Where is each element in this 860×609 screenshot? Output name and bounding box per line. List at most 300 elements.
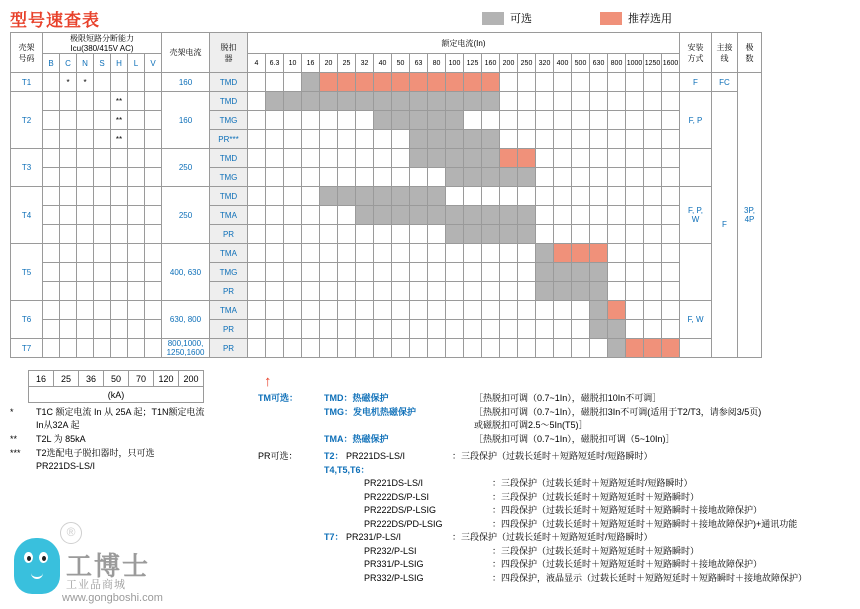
current-cell [446,73,464,92]
current-cell [500,320,518,339]
current-cell [644,263,662,282]
poles-cell [738,73,762,358]
pr-option-row [258,464,807,478]
table-row [11,111,762,130]
frame-current-cell [162,339,210,358]
trip-unit-cell: TMD [210,92,248,111]
current-cell [320,130,338,149]
current-cell [500,111,518,130]
current-cell [536,149,554,168]
current-cell [662,244,680,263]
current-cell [644,130,662,149]
current-cell [410,320,428,339]
pr-option-row [258,450,807,464]
current-cell [482,73,500,92]
current-cell [374,111,392,130]
current-cell [446,339,464,358]
current-cell [284,92,302,111]
current-cell [482,244,500,263]
current-cell [338,244,356,263]
current-cell [374,187,392,206]
frame-current-cell [162,301,210,339]
breaking-cell [111,263,128,282]
pr-option-row [258,477,807,491]
install-type-cell [680,339,712,358]
current-cell [428,225,446,244]
breaking-cell [43,73,60,92]
tm-desc: ［热脱扣可调（0.7~1In），磁脱扣3In不可调(适用于T2/T3，请参阅3/5页) [474,406,762,417]
current-cell [626,187,644,206]
current-cell [464,339,482,358]
pr-model-name: PR232/P-LSI [364,545,417,556]
current-cell [356,282,374,301]
breaking-cell [77,320,94,339]
table-row [11,263,762,282]
current-cell [320,168,338,187]
current-cell [392,225,410,244]
breaking-cell: ** [111,130,128,149]
current-cell [608,206,626,225]
current-cell [572,111,590,130]
pr-desc: ：四段保护（过载长延时＋短路短延时＋短路瞬时＋接地故障保护） [492,505,763,515]
current-cell [320,73,338,92]
current-cell [572,244,590,263]
breaking-cell [94,320,111,339]
trip-unit-cell: TMD [210,73,248,92]
current-cell [374,92,392,111]
current-cell [338,130,356,149]
registered-icon: ® [60,522,82,544]
trip-unit-cell: PR [210,320,248,339]
current-cell [662,168,680,187]
current-cell [500,244,518,263]
current-cell [410,149,428,168]
current-cell [320,301,338,320]
current-cell [410,263,428,282]
footnote-text [36,406,205,432]
tm-item-name: TMD：热磁保护 [324,393,389,403]
breaking-cell [43,111,60,130]
current-cell [248,301,266,320]
header-in-40: 40 [374,54,392,73]
footnote-text [36,447,205,473]
breaking-cell [60,187,77,206]
frame-current-cell [162,187,210,244]
current-cell [554,92,572,111]
pr-desc [452,464,807,478]
breaking-cell [128,263,145,282]
current-cell [482,111,500,130]
current-cell [248,187,266,206]
current-cell [608,168,626,187]
tm-item [258,433,761,447]
breaking-cell [43,130,60,149]
tm-code: TMD [324,393,344,403]
current-cell [356,168,374,187]
breaking-cell [145,130,162,149]
current-cell [608,111,626,130]
current-cell [554,149,572,168]
current-cell [320,244,338,263]
install-type-line: F, P [688,115,703,125]
current-cell [590,92,608,111]
header-rated-current: 额定电流(In) [248,33,680,54]
current-cell [572,73,590,92]
current-cell [572,320,590,339]
header-in-500: 500 [572,54,590,73]
current-cell [374,339,392,358]
current-cell [248,130,266,149]
pr-desc: ：四段保护（过载长延时＋短路短延时＋短路瞬时＋接地故障保护） [492,559,763,569]
header-trip-l2: 器 [224,53,233,63]
mascot-icon [14,538,60,594]
current-cell [302,206,320,225]
current-cell [392,187,410,206]
current-cell [356,244,374,263]
current-cell [302,111,320,130]
current-cell [428,339,446,358]
current-cell [608,301,626,320]
current-cell [644,149,662,168]
breaking-cell [145,282,162,301]
ka-value-cell: 36 [79,371,104,387]
pr-group-label [258,518,324,532]
current-cell [626,73,644,92]
mascot-mouth [31,571,43,579]
current-cell [662,320,680,339]
current-cell [482,187,500,206]
current-cell [590,187,608,206]
current-cell [410,339,428,358]
current-cell [284,73,302,92]
tm-item-name: TMA：热磁保护 [324,433,389,444]
header-breaking-col-b: B [43,54,60,73]
current-cell [284,263,302,282]
table-row [11,206,762,225]
current-cell [320,339,338,358]
frame-current-line: 630, 800 [169,315,202,324]
current-cell [518,282,536,301]
breaking-cell [128,320,145,339]
pr-model-name: PR222DS/PD-LSIG [364,518,443,529]
current-cell [518,168,536,187]
current-cell [626,111,644,130]
current-cell [572,149,590,168]
breaking-cell [77,263,94,282]
current-cell [428,92,446,111]
install-type-cell [680,73,712,92]
current-cell [464,282,482,301]
current-cell [572,130,590,149]
current-cell [464,187,482,206]
current-cell [338,187,356,206]
current-cell [482,130,500,149]
legend-label-optional: 可选 [510,13,532,25]
model-selection-table [10,32,762,358]
current-cell [644,111,662,130]
header-breaking-col-s: S [94,54,111,73]
breaking-cell [111,339,128,358]
pr-group-label [258,545,324,559]
table-row [11,73,762,92]
breaking-cell [128,111,145,130]
current-cell [446,111,464,130]
current-cell [518,339,536,358]
current-cell [392,320,410,339]
current-cell [284,187,302,206]
current-cell [662,263,680,282]
current-cell [626,301,644,320]
header-in-1600: 1600 [662,54,680,73]
current-cell [518,320,536,339]
current-cell [302,73,320,92]
current-cell [662,92,680,111]
current-cell [518,149,536,168]
frame-current-line: 250 [178,210,193,220]
current-cell [338,225,356,244]
pr-desc: ：三段保护（过载长延时＋短路短延时＋短路瞬时） [492,491,700,502]
current-cell [662,225,680,244]
breaking-cell [94,263,111,282]
current-cell [608,244,626,263]
pr-desc: ：四段保护，液晶显示（过载长延时＋短路短延时＋短路瞬时＋接地故障保护） [492,572,808,583]
pr-option-row [258,531,807,545]
current-cell [392,244,410,263]
header-breaking-col-v: V [145,54,162,73]
trip-unit-cell: TMA [210,206,248,225]
header-in-320: 320 [536,54,554,73]
tm-item-name: TMG：发电机热磁保护 [324,406,417,417]
tm-options-block [258,392,761,446]
breaking-cell [60,282,77,301]
watermark-brand: 工博士 [66,551,151,581]
current-cell [410,301,428,320]
breaking-cell [60,168,77,187]
current-cell [644,339,662,358]
header-in-50: 50 [392,54,410,73]
breaking-cell [43,301,60,320]
current-cell [572,282,590,301]
trip-unit-cell: TMD [210,187,248,206]
install-type-cell [680,244,712,301]
header-poles-l1: 极 [745,42,754,52]
breaking-cell [77,149,94,168]
breaking-cell [77,130,94,149]
header-in-630: 630 [590,54,608,73]
mascot-pupil-left [27,556,31,561]
breaking-cell [145,301,162,320]
install-type-line: W [691,215,700,224]
header-in-16: 16 [302,54,320,73]
breaking-cell [60,263,77,282]
current-cell [284,149,302,168]
header-in-25: 25 [338,54,356,73]
current-cell [644,282,662,301]
current-cell [428,244,446,263]
tm-desc-cont: 或磁脱扣可调2.5～5In(T5)］ [474,420,588,430]
current-cell [302,225,320,244]
header-in-800: 800 [608,54,626,73]
tm-name: 热磁保护 [352,393,389,403]
header-in-10: 10 [284,54,302,73]
current-cell [626,206,644,225]
current-cell [284,339,302,358]
current-cell [266,339,284,358]
header-trip-l1: 脱扣 [220,42,237,52]
breaking-cell [77,282,94,301]
current-cell [266,187,284,206]
current-cell [338,73,356,92]
current-cell [356,73,374,92]
breaking-cell [128,187,145,206]
breaking-cell [77,187,94,206]
pr-group-label [258,558,324,572]
current-cell [356,263,374,282]
current-cell [302,301,320,320]
breaking-cell [77,244,94,263]
breaking-cell [145,339,162,358]
current-cell [464,225,482,244]
current-cell [428,168,446,187]
current-cell [248,282,266,301]
current-cell [464,244,482,263]
current-cell [644,187,662,206]
current-cell [626,263,644,282]
current-cell [608,225,626,244]
header-in-100: 100 [446,54,464,73]
breaking-cell [111,225,128,244]
breaking-cell [60,244,77,263]
tm-code: TMA [324,433,344,444]
install-type-line: F, W [687,315,704,324]
current-cell [626,282,644,301]
current-cell [482,168,500,187]
pr-option-row [258,504,807,518]
current-cell [608,149,626,168]
breaking-cell [128,282,145,301]
breaking-cell [94,130,111,149]
current-cell [392,339,410,358]
breaking-cell [128,225,145,244]
current-cell [662,301,680,320]
pr-option-row [258,518,807,532]
trip-unit-cell: TMG [210,263,248,282]
current-cell [410,92,428,111]
current-cell [392,92,410,111]
current-cell [392,301,410,320]
current-cell [554,282,572,301]
header-main-l2: 线 [720,53,729,63]
pr-group-label [258,491,324,505]
trip-unit-cell: PR [210,282,248,301]
current-cell [464,168,482,187]
header-in-20: 20 [320,54,338,73]
current-cell [302,168,320,187]
ka-value-cell: 25 [54,371,79,387]
current-cell [302,282,320,301]
current-cell [266,282,284,301]
tm-spacer [324,419,474,433]
header-in-1000: 1000 [626,54,644,73]
current-cell [572,206,590,225]
breaking-cell [145,111,162,130]
pr-desc: ：三段保护（过载长延时＋短路短延时/短路瞬时） [452,451,653,461]
current-cell [536,206,554,225]
current-cell [338,92,356,111]
current-cell [266,92,284,111]
current-cell [248,206,266,225]
frame-code-cell: T5 [11,244,43,301]
current-cell [536,263,554,282]
breaking-cell [94,187,111,206]
pr-model-name: PR222DS/P-LSI [364,491,430,502]
tm-spacer [258,433,324,447]
footnote-mark: ** [10,434,18,445]
legend-optional [482,10,532,26]
frame-current-line: 160 [178,115,193,125]
pr-model-name: T2： PR221DS-LS/I [324,451,406,461]
current-cell [338,301,356,320]
header-in-63: 63 [410,54,428,73]
current-cell [590,111,608,130]
current-cell [338,149,356,168]
current-cell [536,320,554,339]
current-cell [662,339,680,358]
ka-unit: (kA) [29,387,204,403]
current-cell [320,320,338,339]
current-cell [446,149,464,168]
current-cell [500,263,518,282]
ka-value-cell: 120 [154,371,179,387]
breaking-cell [60,301,77,320]
pr-desc: ：三段保护（过载长延时＋短路短延时＋短路瞬时） [492,545,700,556]
header-breaking-line1: 极限短路分断能力 [70,34,134,43]
breaking-cell [128,130,145,149]
breaking-cell [94,301,111,320]
current-cell [284,282,302,301]
current-cell [302,244,320,263]
current-cell [302,149,320,168]
frame-code-cell: T4 [11,187,43,244]
breaking-cell [111,73,128,92]
current-cell [536,73,554,92]
breaking-cell [60,149,77,168]
ka-value-cell: 200 [179,371,204,387]
header-poles-l2: 数 [745,53,754,63]
current-cell [482,149,500,168]
current-cell [536,225,554,244]
current-cell [248,111,266,130]
header-frame-code [11,33,43,73]
current-cell [464,73,482,92]
legend-label-recommended: 推荐选用 [628,13,672,25]
header-in-160: 160 [482,54,500,73]
current-cell [428,263,446,282]
pr-desc: ：三段保护（过载长延时＋短路短延时/短路瞬时） [492,478,693,488]
trip-unit-cell: TMD [210,149,248,168]
current-cell [608,339,626,358]
current-cell [284,301,302,320]
current-cell [410,130,428,149]
current-cell [446,301,464,320]
breaking-cell [77,206,94,225]
tm-spacer [258,406,324,420]
breaking-cell [94,244,111,263]
current-cell [410,225,428,244]
current-cell [392,168,410,187]
current-cell [626,168,644,187]
pr-option-row [258,572,807,586]
